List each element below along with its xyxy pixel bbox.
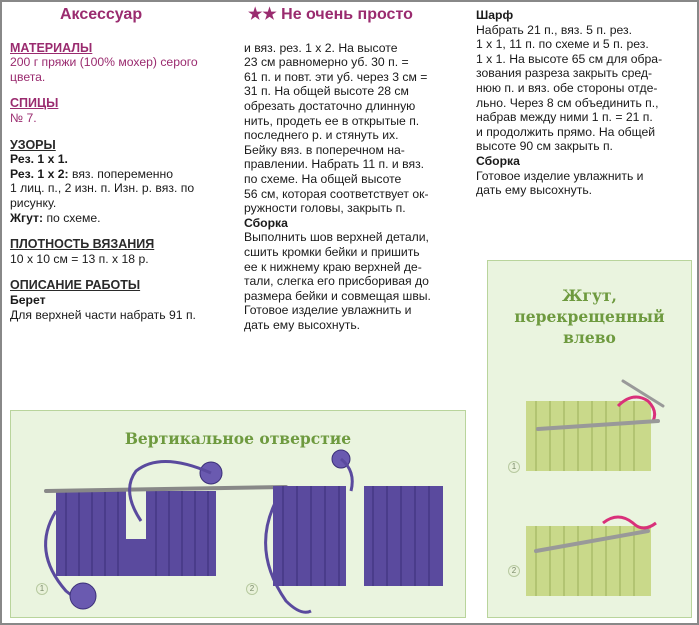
beret-line-2: 23 см равномерно уб. 30 п. = (244, 55, 409, 70)
cable-line (10, 211, 238, 226)
cable-swatch-1 (526, 401, 651, 471)
scarf-heading: Шарф (476, 8, 514, 22)
rib-1x2-line-3: рисунку. (10, 195, 57, 210)
scarf-line-8: и продолжить прямо. На общей (476, 124, 656, 139)
beret-line-3: 61 п. и повт. эти уб. через 3 см = (244, 69, 428, 84)
scarf-line-9: высоте 90 см закрыть п. (476, 139, 613, 154)
beret-line-5: обрезать достаточно длинную (244, 98, 416, 113)
cable-title-line-3: влево (563, 328, 616, 347)
materials-line-2: цвета. (10, 69, 46, 84)
swatch-2-slit (346, 486, 364, 586)
scarf-line-5: нюю п. и вяз. обе стороны отде- (476, 80, 658, 95)
scarf-line-1: Набрать 21 п., вяз. 5 п. рез. (476, 22, 632, 37)
scarf-assembly-heading: Сборка (476, 153, 520, 168)
assembly-line-3: ее к нижнему краю верхней де- (244, 259, 422, 274)
assembly-line-6: Готовое изделие увлажнить и (244, 303, 412, 318)
beret-line-11: 56 см, которая соответствует ок- (244, 186, 429, 201)
cable-illustration (488, 261, 693, 619)
cable-text: по схеме. (46, 210, 101, 225)
beret-line-7: последнего р. и стянуть их. (244, 128, 399, 143)
cable-step-2-marker: 2 (508, 565, 520, 577)
cable-left-panel (487, 260, 692, 618)
beret-line-1: и вяз. рез. 1 х 2. На высоте (244, 40, 398, 55)
needle-1 (46, 487, 286, 491)
rib-1x2-line-2: 1 лиц. п., 2 изн. п. Изн. р. вяз. по (10, 181, 195, 196)
scarf-assembly-line-1: Готовое изделие увлажнить и (476, 168, 644, 183)
density-heading: ПЛОТНОСТЬ ВЯЗАНИЯ (10, 237, 155, 252)
beret-assembly-heading: Сборка (244, 215, 288, 230)
patterns-heading: УЗОРЫ (10, 137, 56, 152)
beret-text: Для верхней части набрать 91 п. (10, 307, 196, 322)
step-1-marker: 1 (36, 583, 48, 595)
needles-value: № 7. (10, 110, 37, 125)
cable-swatch-2 (526, 526, 651, 596)
scarf-line-2: 1 х 1, 11 п. по схеме и 5 п. рез. (476, 37, 649, 52)
needles-heading: СПИЦЫ (10, 96, 59, 111)
cable-title-line-1: Жгут, (562, 286, 617, 305)
density-value: 10 х 10 см = 13 п. х 18 р. (10, 251, 149, 266)
beret-heading: Берет (10, 292, 46, 307)
beret-line-10: по схеме. На общей высоте (244, 171, 402, 186)
cable-label: Жгут: (10, 210, 44, 225)
assembly-line-7: дать ему высохнуть. (244, 317, 361, 332)
rib-1x2-line-1 (10, 167, 238, 182)
column-middle (244, 8, 463, 332)
difficulty-text: Не очень просто (281, 6, 413, 23)
rib-1x1-label: Рез. 1 х 1. (10, 152, 68, 167)
assembly-line-2: сшить кромки бейки и пришить (244, 244, 420, 259)
materials-heading: МАТЕРИАЛЫ (10, 40, 93, 55)
vertical-hole-title: Вертикальное отверстие (124, 429, 352, 448)
cable-title-line-2: перекрещенный (514, 307, 665, 326)
beret-line-9: правлении. Набрать 11 п. и вяз. (244, 157, 425, 172)
difficulty-title (248, 8, 463, 23)
assembly-line-5: размера бейки и совмещая швы. (244, 288, 431, 303)
scarf-line-4: зования разреза закрыть сред- (476, 66, 653, 81)
vertical-hole-panel (10, 410, 466, 618)
beret-line-6: нить, продеть ее в открытые п. (244, 113, 420, 128)
column-right (476, 8, 694, 198)
assembly-line-1: Выполнить шов верхней детали, (244, 230, 429, 245)
scarf-line-7: набрав между ними 1 п. = 21 п. (476, 110, 653, 125)
step-2-marker: 2 (246, 583, 258, 595)
description-heading: ОПИСАНИЕ РАБОТЫ (10, 278, 141, 293)
scarf-assembly-line-2: дать ему высохнуть. (476, 183, 593, 198)
section-title-accessory: Аксессуар (60, 6, 143, 23)
scarf-line-6: льно. Через 8 см объединить п., (476, 95, 659, 110)
beret-line-12: ружности головы, закрыть п. (244, 201, 406, 216)
vertical-hole-illustration (11, 411, 467, 619)
cable-step-1-marker: 1 (508, 461, 520, 473)
column-left (10, 8, 238, 322)
beret-line-8: Бейку вяз. в поперечном на- (244, 142, 405, 157)
beret-line-4: 31 п. На общей высоте 28 см (244, 84, 409, 99)
rib-1x2-label: Рез. 1 х 2: (10, 166, 69, 181)
materials-line-1: 200 г пряжи (100% мохер) серого (10, 55, 198, 70)
yarn-ball-1 (70, 583, 96, 609)
scarf-line-3: 1 х 1. На высоте 65 см для обра- (476, 51, 663, 66)
assembly-line-4: тали, слегка его присборивая до (244, 274, 429, 289)
rib-1x2-text: вяз. попеременно (72, 166, 174, 181)
difficulty-stars: ★★ (248, 6, 277, 23)
